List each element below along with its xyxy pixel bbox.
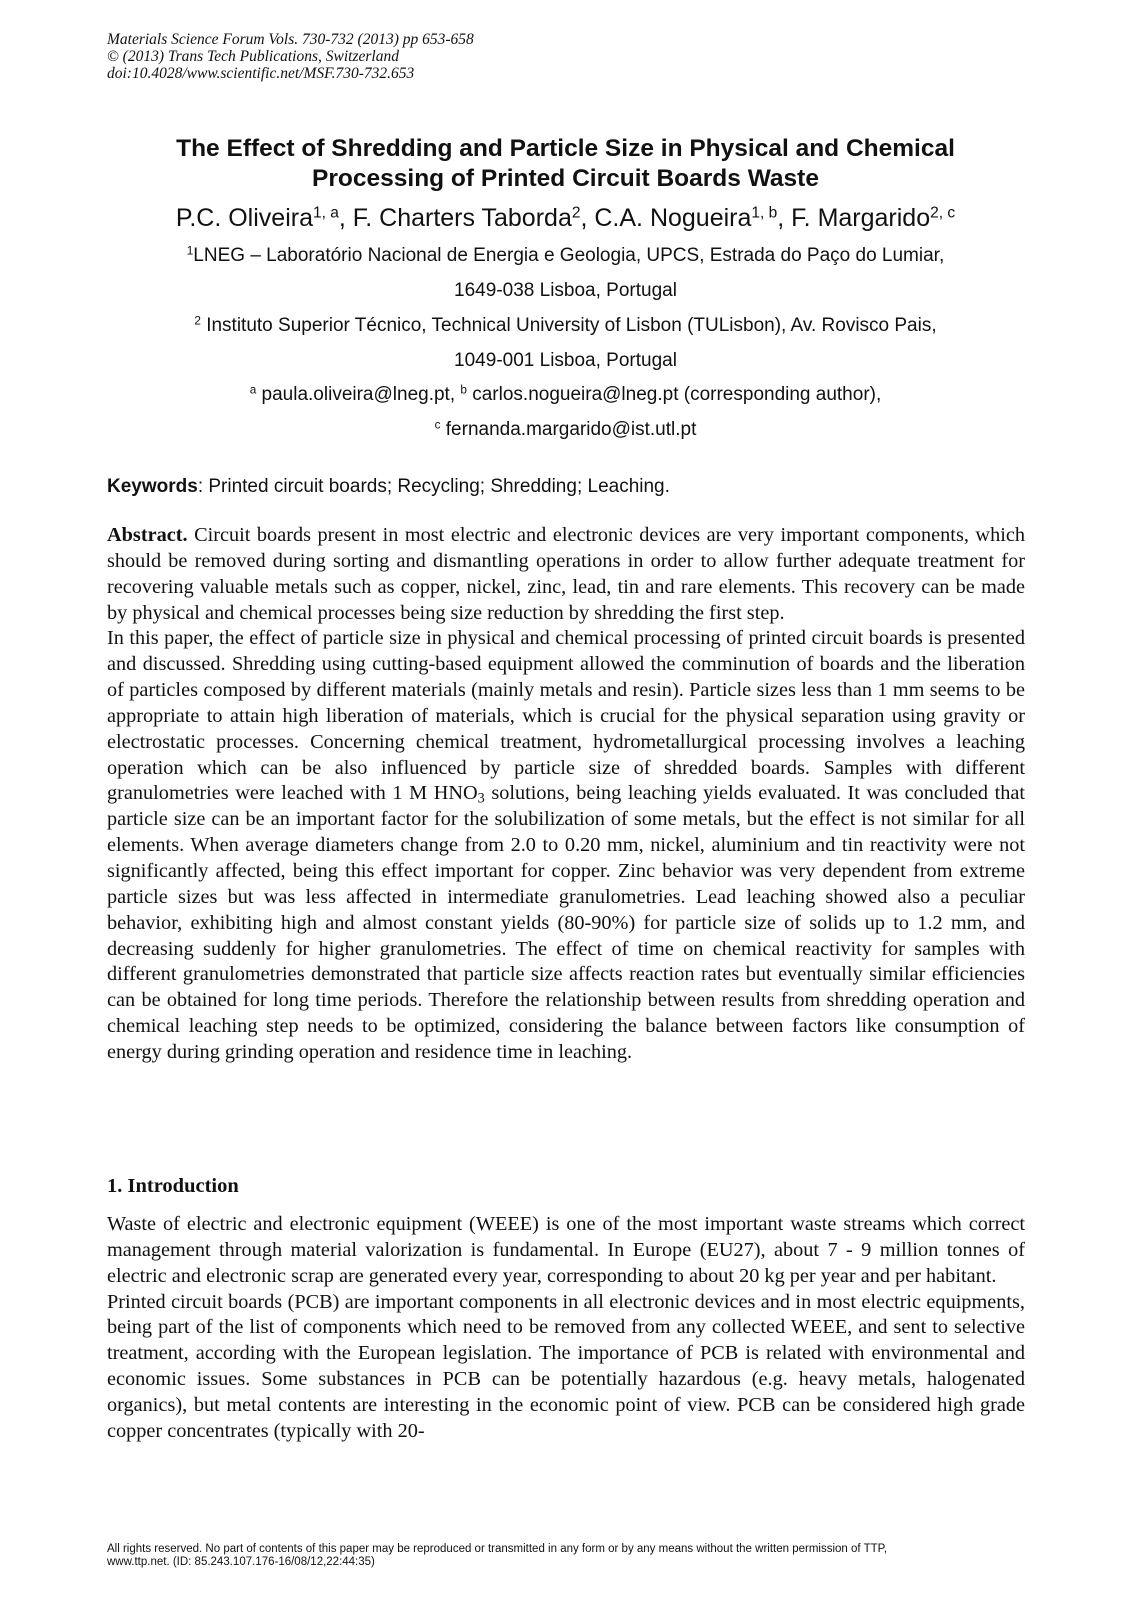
email-address: carlos.nogueira@lneg.pt (corresponding author), bbox=[466, 384, 882, 405]
author-separator: , bbox=[777, 204, 792, 232]
footer-line-2: www.ttp.net. (ID: 85.243.107.176-16/08/12,22:44:35) bbox=[107, 1555, 375, 1568]
affiliation-text: Instituto Superior Técnico, Technical University of Lisbon (TULisbon), Av. Rovisco Pais, bbox=[200, 315, 937, 336]
affiliation-2-line-1 bbox=[60, 315, 1071, 337]
author-affiliation-mark: 2 bbox=[571, 204, 581, 222]
author-name: C.A. Nogueira bbox=[594, 204, 752, 232]
introduction-paragraph-1: Waste of electric and electronic equipment (WEEE) is one of the most important waste streams which correct management through material valorization is fundamental. In Europe (EU27), about 7 - 9 million tonnes of electric and electronic scrap are generated every year, corresponding to about 20 kg per year and per habitant. bbox=[107, 1213, 1025, 1287]
email-line-2 bbox=[60, 419, 1071, 441]
affiliation-mark: 1 bbox=[186, 244, 194, 258]
email-mark: b bbox=[460, 383, 467, 397]
abstract bbox=[107, 523, 1025, 1066]
footer-line-1: All rights reserved. No part of contents of this paper may be reproduced or transmitted in any form or by any means without the written permission of TTP, bbox=[107, 1543, 888, 1555]
author-affiliation-mark: 1, a bbox=[312, 204, 339, 222]
abstract-text: Circuit boards present in most electric and electronic devices are very important components, which should be removed during sorting and dismantling operations in order to allow further adequate treatment for recovering valuable metals such as copper, nickel, zinc, lead, tin and rare elements. This recovery can be made by physical and chemical processes being size reduction by shredding the first step. bbox=[107, 524, 1025, 624]
affiliation-1-line-1 bbox=[60, 245, 1071, 267]
email-address: paula.oliveira@lneg.pt, bbox=[256, 384, 461, 405]
section-heading-introduction: 1. Introduction bbox=[107, 1175, 239, 1197]
author-separator: , bbox=[580, 204, 595, 232]
abstract-text: In this paper, the effect of particle size in physical and chemical processing of printed circuit boards is presented and discussed. Shredding using cutting-based equipment allowed the comminution of boards and the liberation of particles composed by different materials (mainly metals and resin). Particle sizes less than 1 mm seems to be appropriate to attain high liberation of materials, which is crucial for the physical separation using gravity or electrostatic processes. Concerning chemical treatment, hydrometallurgical processing involves a leaching operation which can be also influenced by particle size of shredded boards. Samples with different granulometries were leached with 1 M HNO bbox=[107, 627, 1025, 805]
introduction-body bbox=[107, 1212, 1025, 1445]
header-copyright: © (2013) Trans Tech Publications, Switzerland bbox=[107, 48, 399, 65]
email-line-1 bbox=[60, 384, 1071, 406]
author-affiliation-mark: 1, b bbox=[751, 204, 778, 222]
abstract-paragraph-1 bbox=[107, 523, 1025, 626]
affiliation-1-line-2: 1649-038 Lisboa, Portugal bbox=[454, 280, 677, 301]
author-name: F. Margarido bbox=[791, 204, 931, 232]
title-line-1: The Effect of Shredding and Particle Size in Physical and Chemical bbox=[176, 135, 955, 162]
affiliation-text: LNEG – Laboratório Nacional de Energia e Geologia, UPCS, Estrada do Paço do Lumiar, bbox=[193, 245, 945, 266]
author-separator: , bbox=[338, 204, 353, 232]
header-doi: doi:10.4028/www.scientific.net/MSF.730-732.653 bbox=[107, 65, 415, 82]
email-mark: a bbox=[249, 383, 257, 397]
paper-title bbox=[100, 134, 1031, 194]
abstract-label: Abstract. bbox=[107, 524, 188, 546]
author-name: F. Charters Taborda bbox=[352, 204, 572, 232]
chemical-subscript: 3 bbox=[477, 790, 485, 807]
author-list bbox=[60, 203, 1071, 233]
email-mark: c bbox=[434, 418, 441, 432]
title-line-2: Processing of Printed Circuit Boards Waste bbox=[312, 165, 819, 192]
keywords-text: : Printed circuit boards; Recycling; Shredding; Leaching. bbox=[197, 476, 670, 497]
introduction-paragraph-2: Printed circuit boards (PCB) are important components in all electronic devices and in most electric equipments, being part of the list of components which need to be removed from any collected WEEE, and sent to selective treatment, according with the European legislation. The importance of PCB is related with environmental and economic issues. Some substances in PCB can be potentially hazardous (e.g. heavy metals, halogenated organics), but metal contents are interesting in the economic point of view. PCB can be considered high grade copper concentrates (typically with 20- bbox=[107, 1290, 1025, 1442]
abstract-paragraph-2 bbox=[107, 626, 1025, 1065]
author-affiliation-mark: 2, c bbox=[930, 204, 956, 222]
affiliation-2-line-2: 1049-001 Lisboa, Portugal bbox=[454, 350, 677, 371]
abstract-text: solutions, being leaching yields evaluated. It was concluded that particle size can be an important factor for the solubilization of some metals, but the effect is not similar for all elements. When average diameters change from 2.0 to 0.20 mm, nickel, aluminium and tin reactivity were not significantly affected, being this effect important for copper. Zinc behavior was very dependent from extreme particle sizes but was less affected in intermediate granulometries. Lead leaching showed also a peculiar behavior, exhibiting high and almost constant yields (80-90%) for particle size of solids up to 1.2 mm, and decreasing suddenly for higher granulometries. The effect of time on chemical reactivity for samples with different granulometries demonstrated that particle size affects reaction rates but eventually similar efficiencies can be obtained for long time periods. Therefore the relationship between results from shredding operation and chemical leaching step needs to be optimized, considering the balance between factors like consumption of energy during grinding operation and residence time in leaching. bbox=[107, 782, 1025, 1063]
author-name: P.C. Oliveira bbox=[175, 204, 313, 232]
copyright-footer bbox=[107, 1543, 1025, 1568]
keywords-label: Keywords bbox=[107, 476, 198, 497]
affiliation-mark: 2 bbox=[194, 314, 201, 328]
journal-header bbox=[107, 31, 474, 82]
email-address: fernanda.margarido@ist.utl.pt bbox=[440, 419, 697, 440]
keywords bbox=[107, 476, 670, 498]
header-citation: Materials Science Forum Vols. 730-732 (2013) pp 653-658 bbox=[107, 31, 474, 48]
